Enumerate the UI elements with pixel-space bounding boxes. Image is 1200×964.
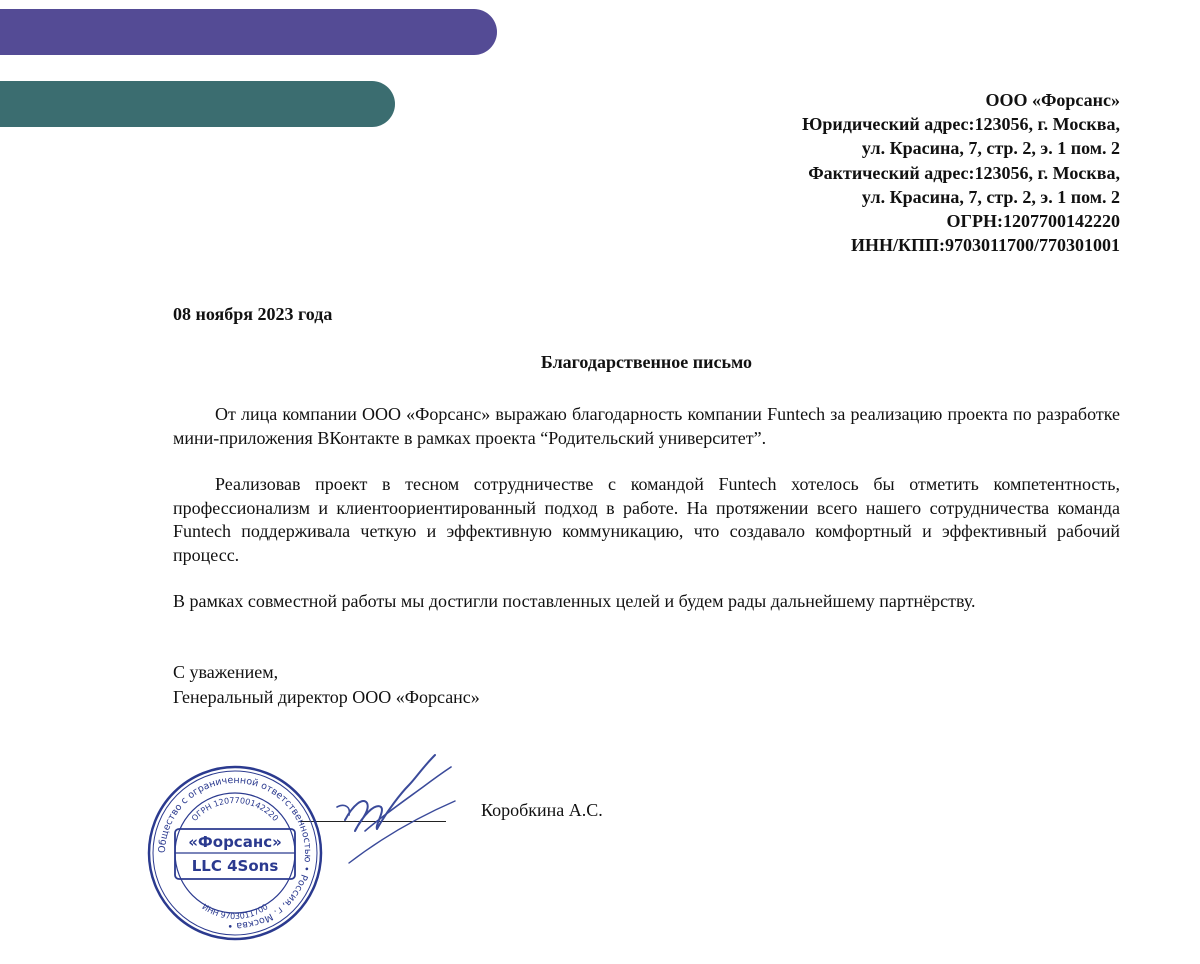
ogrn: ОГРН:1207700142220 (946, 211, 1120, 232)
letter-date: 08 ноября 2023 года (173, 304, 333, 324)
header-decor-bar-purple (0, 9, 497, 55)
stamp-name: «Форсанс» (188, 833, 282, 851)
paragraph-3: В рамках совместной работы мы достигли поставленных целей и будем рады дальнейшему партнёрству. (173, 591, 976, 611)
regards-text: С уважением, (173, 662, 279, 682)
stamp-ogrn: ОГРН 1207700142220 (189, 795, 281, 823)
paragraph-2: Реализовав проект в тесном сотрудничестве с командой Funtech хотелось бы отметить компетентность, профессионализм и клиентоориентированный подход в работе. На протяжении всего нашего сотрудничества команда Funtech поддерживала четкую и эффективную коммуникацию, что создавало комфортный и эффективный рабочий процесс. (173, 474, 1120, 565)
letter-body (173, 403, 1120, 637)
handwritten-signature (305, 745, 465, 870)
letter-title: Благодарственное письмо (540, 352, 753, 372)
company-name: ООО «Форсанс» (985, 90, 1120, 110)
paragraph-1: От лица компании ООО «Форсанс» выражаю благодарность компании Funtech за реализацию проекта по разработке мини-приложения ВКонтакте в рамках проекта “Родительский университет”. (173, 404, 1120, 448)
company-requisites (802, 88, 1120, 257)
legal-address-line-1: Юридический адрес:123056, г. Москва, (802, 114, 1120, 135)
actual-address-line-2: ул. Красина, 7, стр. 2, э. 1 пом. 2 (861, 186, 1120, 207)
legal-address-line-2: ул. Красина, 7, стр. 2, э. 1 пом. 2 (861, 138, 1120, 159)
signer-position: Генеральный директор ООО «Форсанс» (173, 687, 480, 707)
stamp-name-latin: LLC 4Sons (191, 857, 279, 875)
stamp-outer-text: Общество с ограниченной ответственностью • Россия, г. Москва • (156, 774, 314, 932)
stamp-inn: ИНН 9703011700 (200, 902, 270, 922)
company-stamp (145, 763, 325, 943)
closing-block (173, 660, 480, 710)
actual-address-line-1: Фактический адрес:123056, г. Москва, (808, 162, 1120, 183)
header-decor-bar-teal (0, 81, 395, 127)
inn-kpp: ИНН/КПП:9703011700/770301001 (850, 235, 1120, 256)
signer-name: Коробкина А.С. (481, 800, 603, 820)
